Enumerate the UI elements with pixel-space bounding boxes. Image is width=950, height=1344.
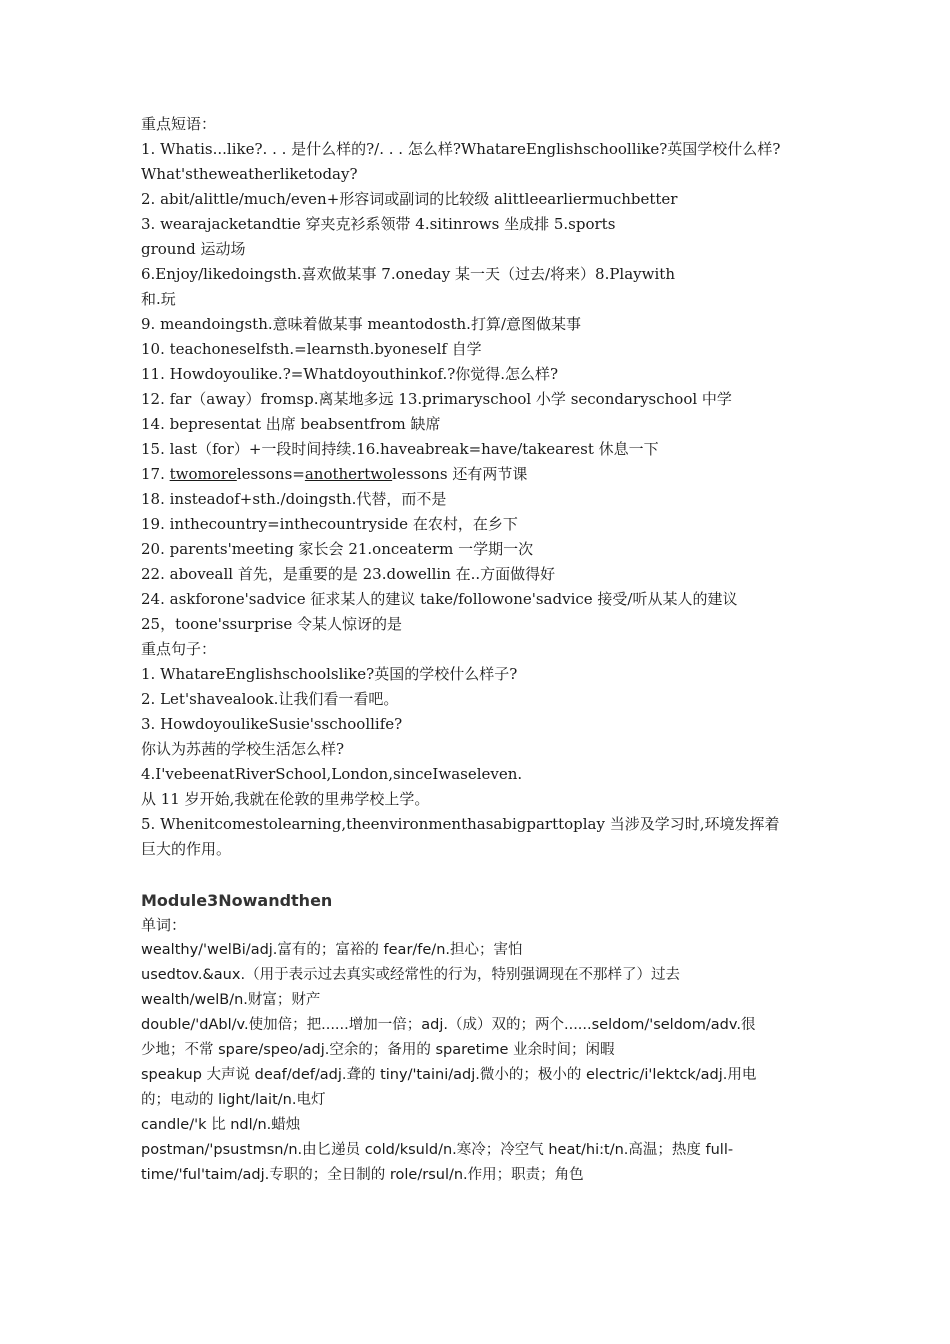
phrase-line: 19. inthecountry=inthecountryside 在农村，在乡下 [141,515,518,533]
sentence-line: 从 11 岁开始,我就在伦敦的里弗学校上学。 [141,790,430,808]
phrase-line: 20. parents'meeting 家长会 21.onceaterm 一学期一次 [141,540,534,558]
vocab-line: wealthy/'welBi/adj.富有的；富裕的 fear/fe/n.担心；害怕 [141,942,523,958]
sentence-line: 4.I'vebeenatRiverSchool,London,sinceIwaseleven. [141,765,523,783]
phrase-line: 18. insteadof+sth./doingsth.代替，而不是 [141,490,447,508]
phrase-line-17 [141,462,806,487]
vocab-line: speakup 大声说 deaf/def/adj.聋的 tiny/'taini/adj.微小的；极小的 electric/i'lektck/adj.用电 [141,1067,757,1083]
phrase-line: ground 运动场 [141,240,246,258]
vocab-line: 的；电动的 light/lait/n.电灯 [141,1092,326,1108]
phrase-line: 1. Whatis...like?. . . 是什么样的?/. . . 怎么样?WhatareEnglishschoollike?英国学校什么样? [141,140,781,158]
sentence-line: 1. WhatareEnglishschoolslike?英国的学校什么样子? [141,665,518,683]
vocab-line: postman/'psustmsn/n.由匕递员 cold/ksuld/n.寒冷；冷空气 heat/hi:t/n.高温；热度 full- [141,1142,734,1158]
phrase-line: 24. askforone'sadvice 征求某人的建议 take/followone'sadvice 接受/听从某人的建议 [141,590,738,608]
phrase-line: 11. Howdoyoulike.?=Whatdoyouthinkof.?你觉得.怎么样? [141,365,559,383]
phrase-line: 3. wearajacketandtie 穿夹克衫系领带 4.sitinrows 坐成排 5.sports [141,215,616,233]
sentence-line: 巨大的作用。 [141,840,232,858]
sentence-line: 3. HowdoyoulikeSusie'sschoollife? [141,715,403,733]
sentence-line: 你认为苏茜的学校生活怎么样? [141,740,345,758]
vocab-line: candle/'k 比 ndl/n.蜡烛 [141,1117,301,1133]
phrase-line: 25，toone'ssurprise 令某人惊讶的是 [141,615,402,633]
sentences-heading: 重点句子： [141,640,217,658]
phrase-line: 和.玩 [141,290,176,308]
vocab-line: wealth/welB/n.财富；财产 [141,992,321,1008]
phrase-17-underlined-1: twomore [169,465,237,483]
module-title: Module3Nowandthen [141,891,333,910]
phrase-line: 10. teachoneselfsth.=learnsth.byoneself 自学 [141,340,482,358]
phrase-line: 9. meandoingsth.意味着做某事 meantodosth.打算/意图做某事 [141,315,582,333]
phrase-line: 22. aboveall 首先，是重要的是 23.dowellin 在..方面做得好 [141,565,556,583]
phrase-line: What'stheweatherliketoday? [141,165,358,183]
phrase-17-underlined-2: anothertwo [304,465,393,483]
phrase-line: 2. abit/alittle/much/even+形容词或副词的比较级 alittleearliermuchbetter [141,190,678,208]
vocab-line: 少地；不常 spare/speo/adj.空余的；备用的 sparetime 业余时间；闲暇 [141,1042,615,1058]
phrase-line: 15. last（for）+一段时间持续.16.haveabreak=have/takearest 休息一下 [141,440,659,458]
vocab-line: usedtov.&aux.（用于表示过去真实或经常性的行为，特别强调现在不那样了）过去 [141,967,681,983]
phrases-heading: 重点短语： [141,115,217,133]
phrase-17-prefix: 17. [141,465,170,483]
sentence-line: 5. Whenitcomestolearning,theenvironmenthasabigparttoplay 当涉及学习时,环境发挥着 [141,815,780,833]
vocab-line: double/'dAbl/v.使加倍；把......增加一倍；adj.（成）双的；两个......seldom/'seldom/adv.很 [141,1017,756,1033]
vocab-line: time/'ful'taim/adj.专职的；全日制的 role/rsul/n.作用；职责；角色 [141,1167,584,1183]
phrase-17-mid: lessons= [236,465,305,483]
phrase-line: 14. bepresentat 出席 beabsentfrom 缺席 [141,415,441,433]
phrase-line: 6.Enjoy/likedoingsth.喜欢做某事 7.oneday 某一天（过去/将来）8.Playwith [141,265,675,283]
sentence-line: 2. Let'shavealook.让我们看一看吧。 [141,690,399,708]
phrase-line: 12. far（away）fromsp.离某地多远 13.primaryschool 小学 secondaryschool 中学 [141,390,732,408]
phrase-17-suffix: lessons 还有两节课 [392,465,528,483]
document-page [141,112,806,1188]
vocab-heading: 单词： [141,916,187,934]
